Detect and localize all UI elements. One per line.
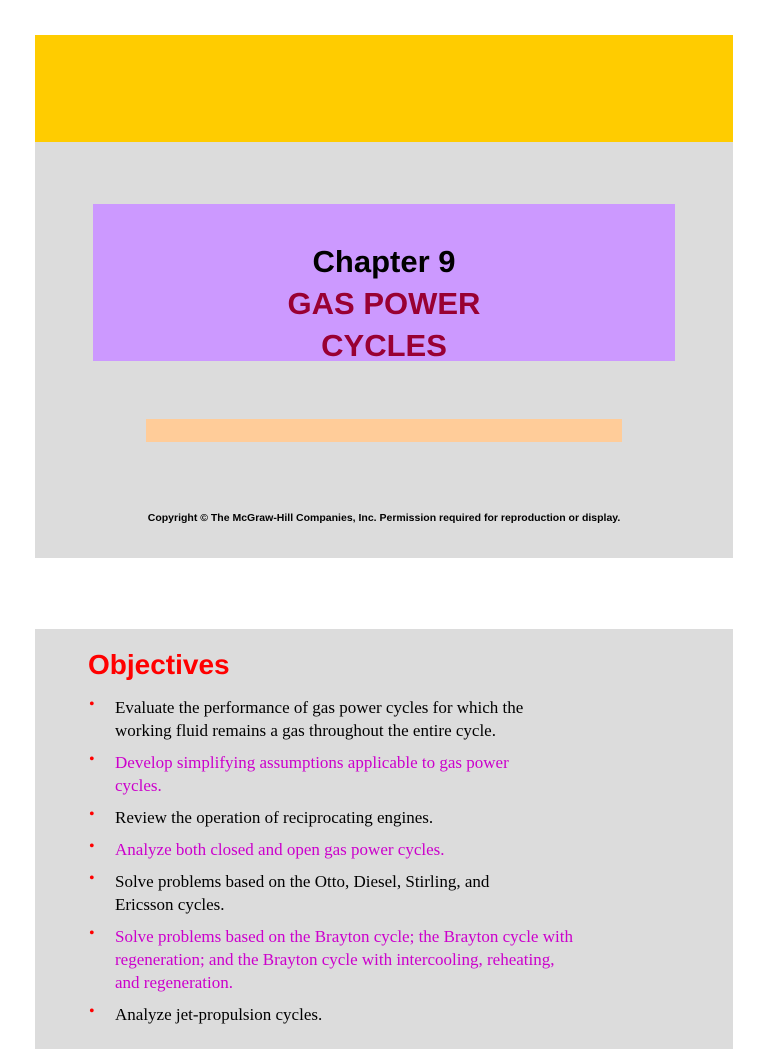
objective-text: cycles. [115, 776, 162, 795]
bullet-icon: • [89, 806, 95, 823]
objective-item [85, 870, 685, 916]
objectives-list [85, 696, 685, 1035]
bullet-icon: • [89, 925, 95, 942]
bullet-icon: • [89, 838, 95, 855]
objectives-heading: Objectives [88, 649, 230, 680]
objective-item [85, 696, 685, 742]
objective-text: and regeneration. [115, 973, 233, 992]
objective-text: Review the operation of reciprocating engines. [115, 808, 434, 827]
objective-item [85, 838, 685, 861]
objective-item [85, 806, 685, 829]
objective-item [85, 1003, 685, 1026]
objectives-slide [35, 629, 733, 1049]
objective-text: Solve problems based on the Brayton cycle; the Brayton cycle with [115, 927, 573, 946]
objective-text: Ericsson cycles. [115, 895, 225, 914]
objective-text: regeneration; and the Brayton cycle with intercooling, reheating, [115, 950, 555, 969]
title-box [93, 204, 675, 361]
title-line-2: CYCLES [321, 328, 447, 363]
objective-text: Evaluate the performance of gas power cycles for which the [115, 698, 524, 717]
bullet-icon: • [89, 870, 95, 887]
bullet-icon: • [89, 751, 95, 768]
bullet-icon: • [89, 1003, 95, 1020]
objective-item [85, 751, 685, 797]
accent-bar [146, 419, 622, 442]
objective-item [85, 925, 685, 994]
objective-text: working fluid remains a gas throughout the entire cycle. [115, 721, 496, 740]
title-slide [35, 35, 733, 558]
objective-text: Analyze both closed and open gas power cycles. [115, 840, 445, 859]
objective-text: Analyze jet-propulsion cycles. [115, 1005, 323, 1024]
title-line-1: GAS POWER [287, 286, 481, 321]
chapter-label: Chapter 9 [312, 244, 456, 279]
bullet-icon: • [89, 696, 95, 713]
objective-text: Solve problems based on the Otto, Diesel, Stirling, and [115, 872, 490, 891]
header-band [35, 35, 733, 142]
copyright-notice: Copyright © The McGraw-Hill Companies, Inc. Permission required for reproduction or display. [147, 512, 621, 524]
objective-text: Develop simplifying assumptions applicable to gas power [115, 753, 509, 772]
